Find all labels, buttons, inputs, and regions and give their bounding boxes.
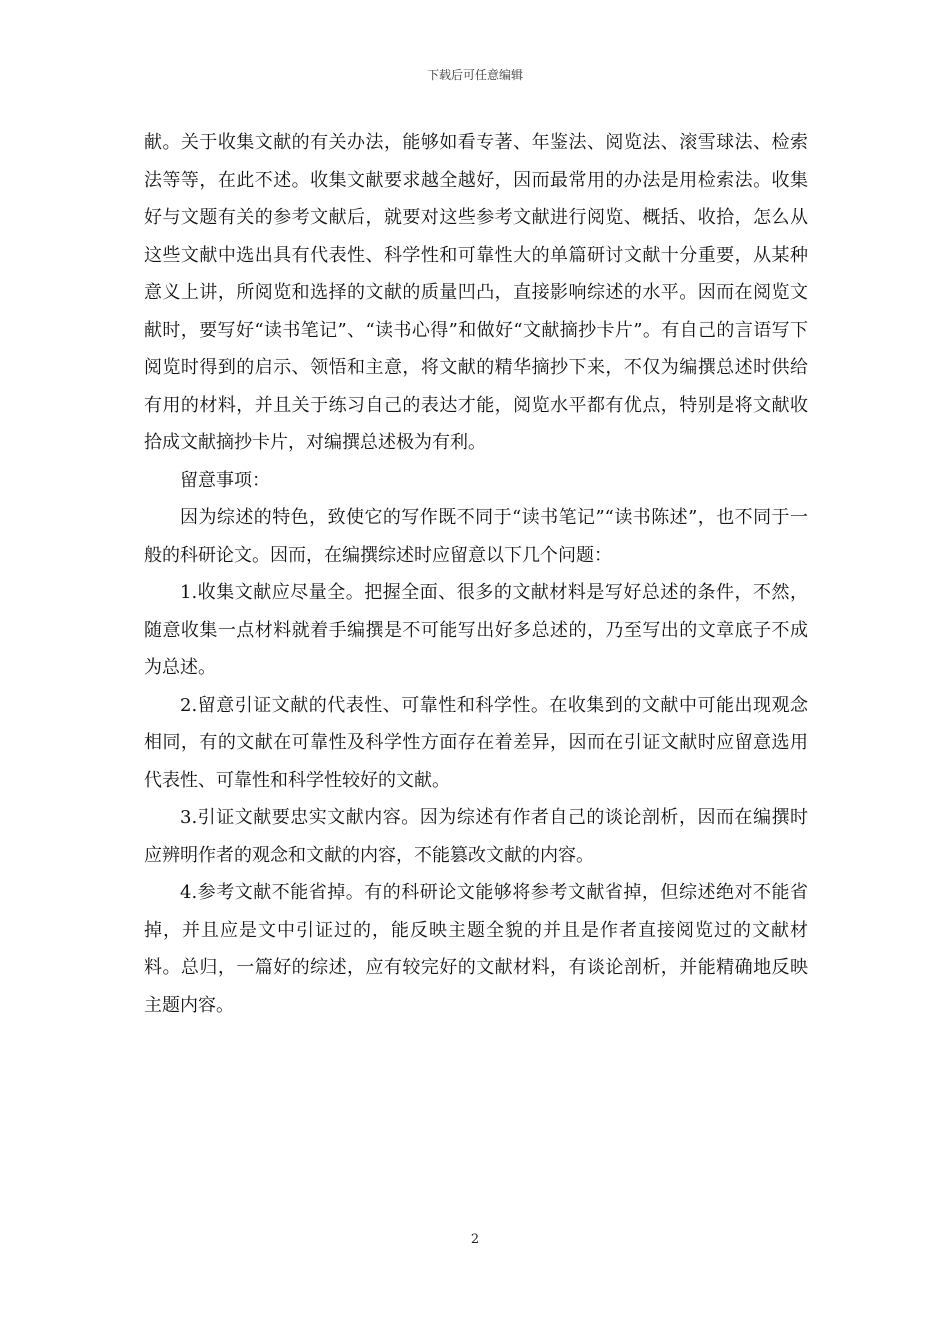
list-item-4: 4.参考文献不能省掉。有的科研论文能够将参考文献省掉，但综述绝对不能省掉，并且应是文中引证过的，能反映主题全貌的并且是作者直接阅览过的文献材料。总归，一篇好的综述，应有较完好的文献材料，有谈论剖析，并能精确地反映主题内容。 <box>144 882 808 1016</box>
paragraph-continuation: 献。关于收集文献的有关办法，能够如看专著、年鉴法、阅览法、滚雪球法、检索法等等，在此不述。收集文献要求越全越好，因而最常用的办法是用检索法。收集好与文题有关的参考文献后，就要对这些参考文献进行阅览、概括、收拾，怎么从这些文献中选出具有代表性、科学性和可靠性大的单篇研讨文献十分重要，从某种意义上讲，所阅览和选择的文献的质量凹凸，直接影响综述的水平。因而在阅览文献时，要写好“读书笔记”、“读书心得”和做好“文献摘抄卡片”。有自己的言语写下阅览时得到的启示、领悟和主意，将文献的精华摘抄下来，不仅为编撰总述时供给有用的材料，并且关于练习自己的表达才能，阅览水平都有优点，特别是将文献收拾成文献摘抄卡片，对编撰总述极为有利。 <box>144 132 808 453</box>
list-item-1: 1.收集文献应尽量全。把握全面、很多的文献材料是写好总述的条件，不然，随意收集一点材料就着手编撰是不可能写出好多总述的，乃至写出的文章底子不成为总述。 <box>144 582 808 678</box>
notes-heading: 留意事项： <box>180 469 270 491</box>
page-number: 2 <box>470 1232 480 1247</box>
list-item-3: 3.引证文献要忠实文献内容。因为综述有作者自己的谈论剖析，因而在编撰时应辨明作者的观念和文献的内容，不能篡改文献的内容。 <box>144 807 808 866</box>
document-body <box>144 124 808 1024</box>
page-header: 下载后可任意编辑 <box>426 68 523 82</box>
list-item-2: 2.留意引证文献的代表性、可靠性和科学性。在收集到的文献中可能出现观念相同，有的文献在可靠性及科学性方面存在着差异，因而在引证文献时应留意选用代表性、可靠性和科学性较好的文献。 <box>144 694 808 791</box>
paragraph-intro: 因为综述的特色，致使它的写作既不同于“读书笔记”“读书陈述”，也不同于一般的科研论文。因而，在编撰综述时应留意以下几个问题： <box>144 507 808 566</box>
